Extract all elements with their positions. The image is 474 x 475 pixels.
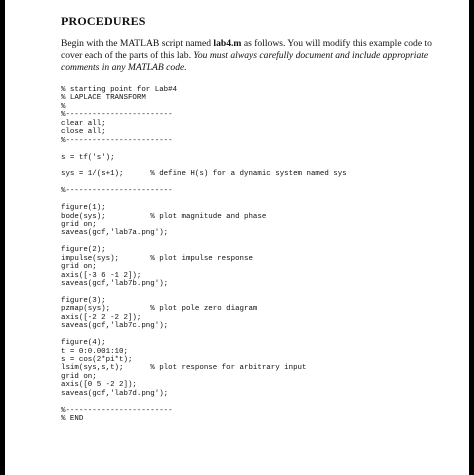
code-line: % END — [61, 415, 84, 424]
intro-text-middle: as follows. You will modify this example code to cover each of the parts of this lab. — [61, 38, 432, 61]
code-line: %------------------------ — [61, 111, 173, 120]
code-line: %------------------------ — [61, 406, 173, 415]
code-line: s = cos(2*pi*t); — [61, 356, 133, 364]
code-line: close all; — [61, 128, 106, 137]
code-line — [61, 238, 461, 246]
code-line: figure(2); — [61, 246, 106, 255]
code-line — [61, 331, 461, 339]
document-page — [5, 0, 469, 475]
code-line: t = 0:0.001:10; — [61, 347, 128, 356]
code-line: axis([-2 2 -2 2]); — [61, 313, 142, 322]
code-line: bode(sys); % plot magnitude and phase — [61, 212, 267, 221]
code-line: %------------------------ — [61, 136, 173, 145]
intro-paragraph — [61, 38, 433, 74]
code-line: saveas(gcf,'lab7c.png'); — [61, 322, 169, 331]
section-heading: PROCEDURES — [61, 14, 146, 28]
code-line — [61, 145, 461, 153]
code-line: figure(3); — [61, 296, 106, 305]
code-line — [61, 162, 461, 170]
code-line: grid on; — [61, 372, 97, 381]
code-line: grid on; — [61, 221, 97, 229]
code-line — [61, 289, 461, 297]
code-line: grid on; — [61, 263, 97, 272]
code-line — [61, 179, 461, 187]
code-line: % — [61, 102, 66, 111]
script-filename: lab4.m — [213, 38, 242, 49]
code-line: %------------------------ — [61, 187, 173, 196]
code-line: saveas(gcf,'lab7d.png'); — [61, 389, 169, 398]
matlab-code-block — [61, 86, 461, 424]
code-line: figure(1); — [61, 204, 106, 213]
code-line: axis([-3 6 -1 2]); — [61, 271, 142, 280]
code-line: saveas(gcf,'lab7a.png'); — [61, 229, 169, 238]
code-line: pzmap(sys); % plot pole zero diagram — [61, 305, 258, 314]
intro-text-start: Begin with the MATLAB script named — [61, 38, 214, 49]
code-line: impulse(sys); % plot impulse response — [61, 254, 253, 263]
code-line: clear all; — [61, 119, 106, 128]
intro-emphasis: You must always carefully document and include appropriate comments in any MATLAB code. — [61, 50, 429, 73]
code-line: % LAPLACE TRANSFORM — [61, 94, 146, 103]
code-line: sys = 1/(s+1); % define H(s) for a dynamic system named sys — [61, 170, 347, 179]
code-line: lsim(sys,s,t); % plot response for arbitrary input — [61, 364, 307, 373]
code-line — [61, 398, 461, 406]
code-line: axis([0 5 -2 2]); — [61, 381, 137, 390]
code-line: saveas(gcf,'lab7b.png'); — [61, 280, 169, 289]
code-line: figure(4); — [61, 339, 106, 348]
code-line — [61, 196, 461, 204]
code-line: % starting point for Lab#4 — [61, 86, 178, 94]
code-line: s = tf('s'); — [61, 153, 115, 162]
